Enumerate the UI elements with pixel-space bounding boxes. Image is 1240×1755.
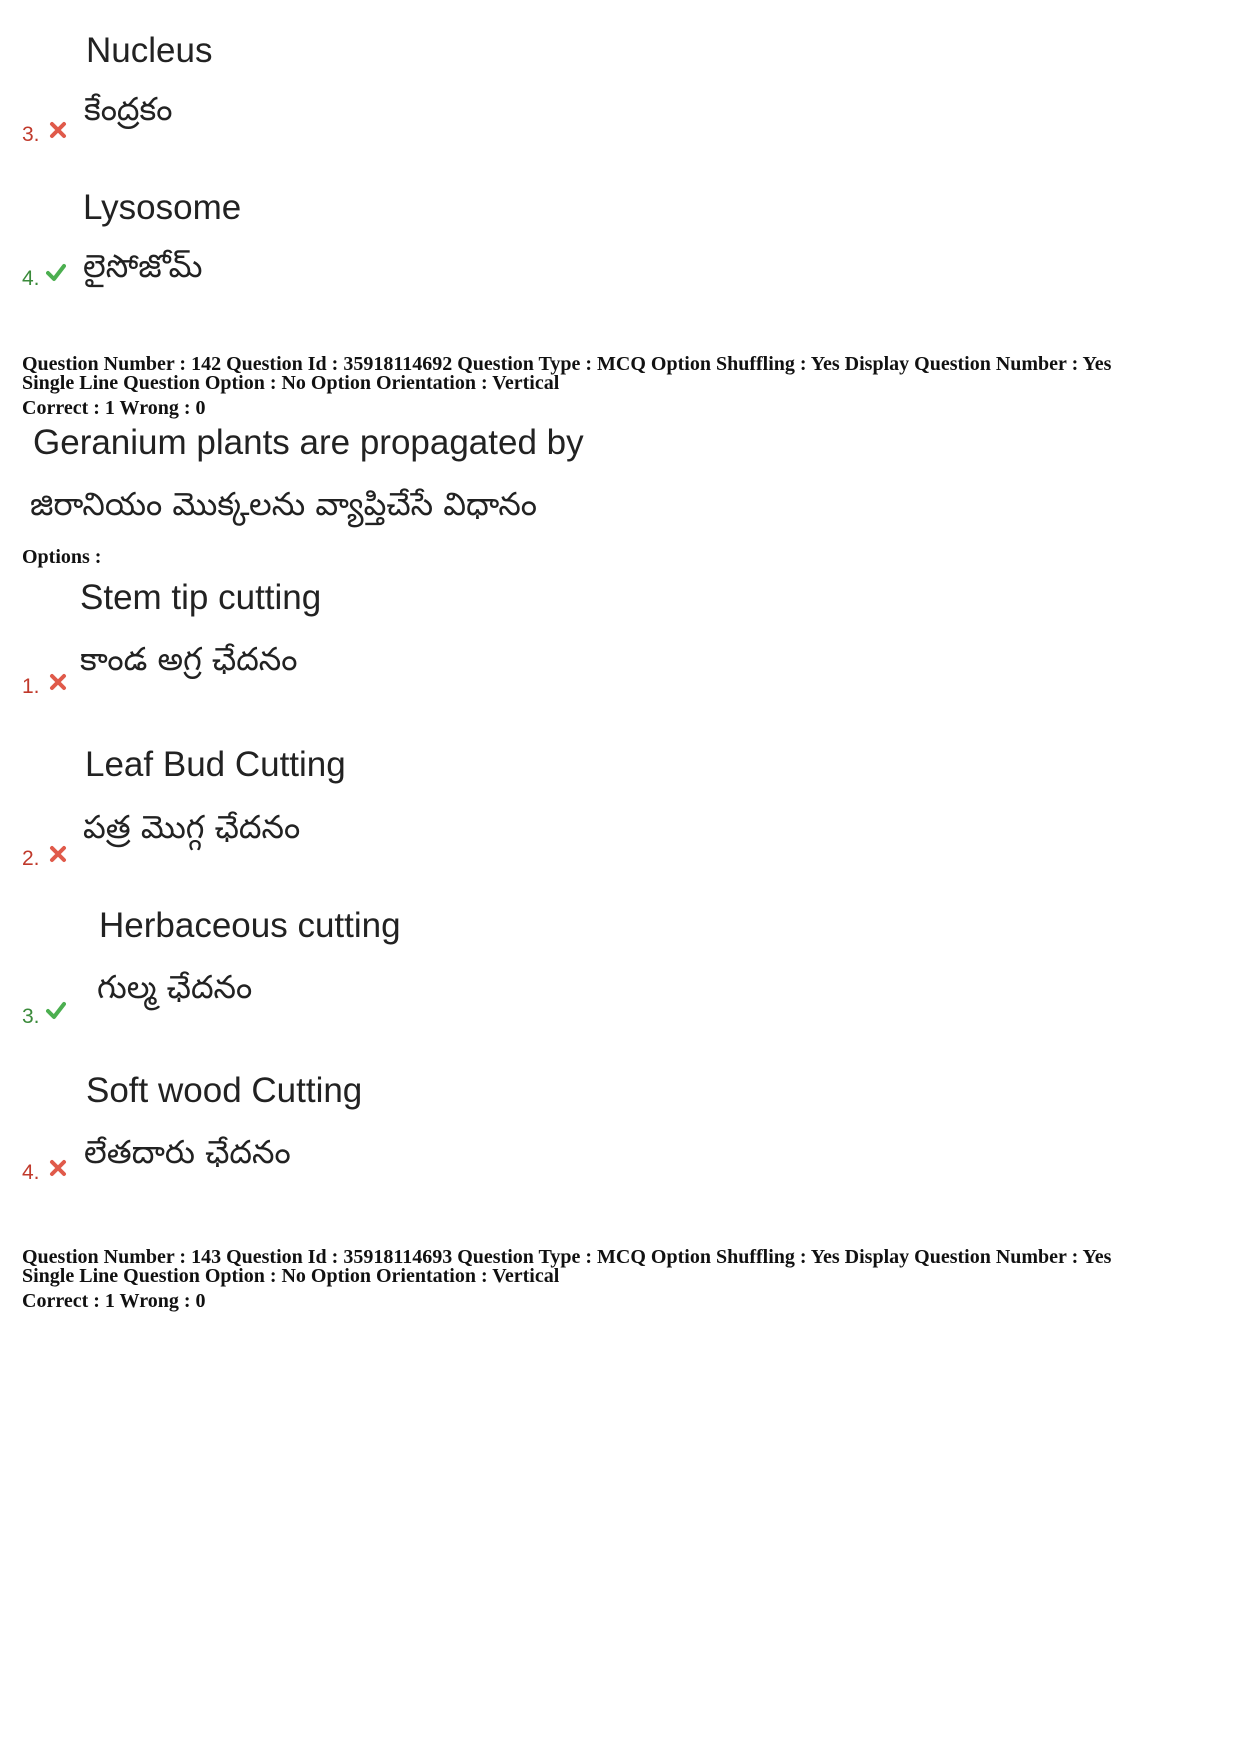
q142-option-1-telugu: కాండ అగ్ర ఛేదనం (80, 640, 298, 678)
cross-icon (48, 120, 68, 140)
q142-marks-line: Correct : 1 Wrong : 0 (22, 397, 206, 419)
cross-icon (48, 844, 68, 864)
prev-option-3-telugu: కేంద్రకం (84, 90, 173, 128)
prev-option-4-number: 4. (22, 267, 40, 290)
q142-option-4-telugu: లేతదారు ఛేదనం (84, 1133, 291, 1171)
check-icon (46, 1000, 66, 1020)
q142-option-3-telugu: గుల్మ ఛేదనం (97, 968, 253, 1006)
q142-option-1-english: Stem tip cutting (80, 578, 322, 617)
q142-question-telugu: జిరానియం మొక్కలను వ్యాప్తిచేసే విధానం (30, 485, 538, 523)
q142-options-label: Options : (22, 546, 102, 568)
q142-question-english: Geranium plants are propagated by (33, 423, 584, 462)
q142-option-1-number: 1. (22, 675, 40, 698)
q143-meta-line1: Question Number : 143 Question Id : 35918114693 Question Type : MCQ Option Shuffling : Yes Display Question Number : Yes (22, 1246, 1112, 1268)
cross-icon (48, 1158, 68, 1178)
cross-icon (48, 672, 68, 692)
check-icon (46, 262, 66, 282)
prev-option-3-english: Nucleus (86, 31, 213, 70)
q142-option-4-english: Soft wood Cutting (86, 1071, 363, 1110)
q142-option-2-number: 2. (22, 847, 40, 870)
q143-meta-line2: Single Line Question Option : No Option Orientation : Vertical (22, 1265, 560, 1287)
q142-option-2-english: Leaf Bud Cutting (85, 745, 346, 784)
prev-option-3-number: 3. (22, 123, 40, 146)
prev-option-4-telugu: లైసోజోమ్ (83, 247, 203, 285)
q143-marks-line: Correct : 1 Wrong : 0 (22, 1290, 206, 1312)
prev-option-4-english: Lysosome (83, 188, 242, 227)
q142-option-3-number: 3. (22, 1005, 40, 1028)
q142-meta-line2: Single Line Question Option : No Option Orientation : Vertical (22, 372, 560, 394)
q142-option-4-number: 4. (22, 1161, 40, 1184)
q142-meta-line1: Question Number : 142 Question Id : 35918114692 Question Type : MCQ Option Shuffling : Yes Display Question Number : Yes (22, 353, 1112, 375)
q142-option-3-english: Herbaceous cutting (99, 906, 401, 945)
q142-option-2-telugu: పత్ర మొగ్గ ఛేదనం (83, 808, 301, 846)
